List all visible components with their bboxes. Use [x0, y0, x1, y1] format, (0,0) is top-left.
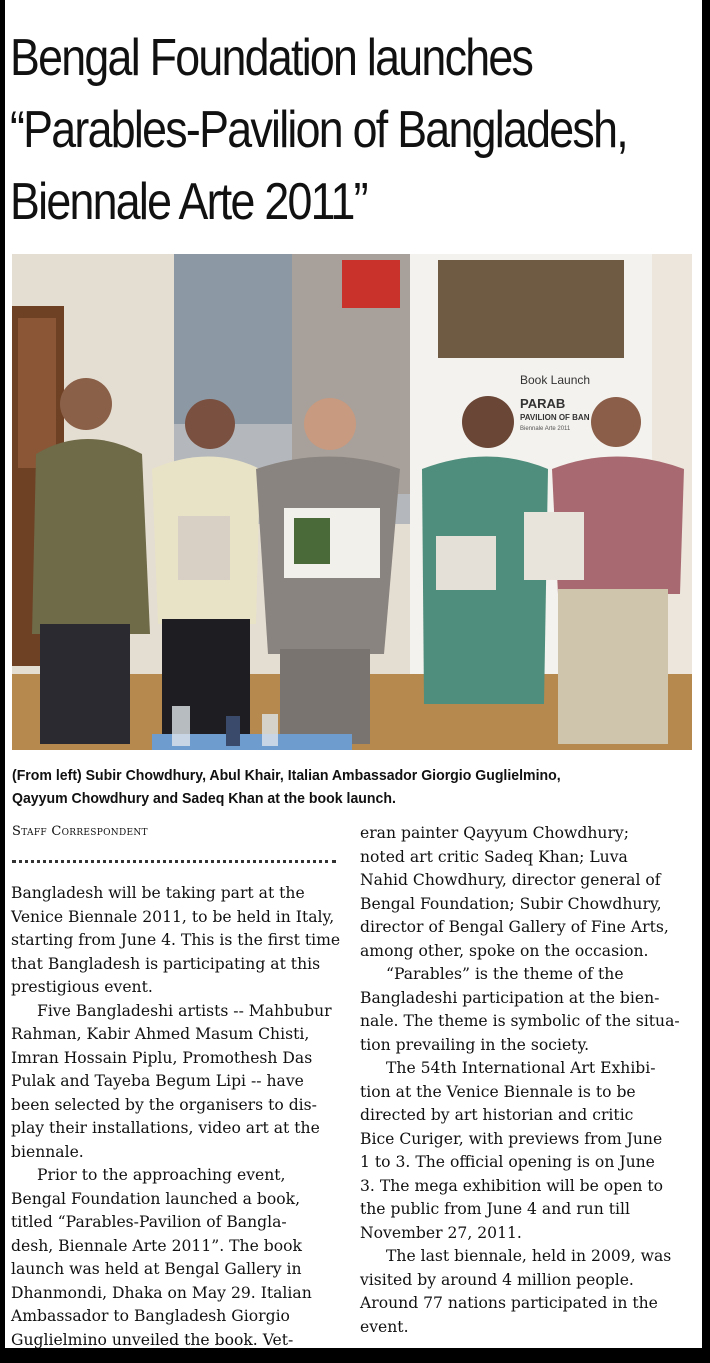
text-line: starting from June 4. This is the first time	[11, 931, 341, 949]
text-line: desh, Biennale Arte 2011”. The book	[11, 1236, 302, 1255]
banner-heading: Book Launch	[520, 373, 591, 387]
text-line: been selected by the organisers to dis-	[11, 1095, 317, 1114]
book-launch-photo	[12, 254, 692, 750]
text-line: Rahman, Kabir Ahmed Masum Chisti,	[11, 1025, 310, 1043]
text-line: prestigious event.	[11, 978, 153, 996]
text-line: Bice Curiger, with previews from June	[360, 1129, 663, 1148]
text-line: event.	[360, 1317, 409, 1336]
text-line: Prior to the approaching event,	[37, 1166, 286, 1184]
text-line: director of Bengal Gallery of Fine Arts,	[360, 918, 669, 936]
text-line: The last biennale, held in 2009, was	[386, 1247, 672, 1265]
newspaper-clipping	[5, 0, 702, 1348]
text-line: launch was held at Bengal Gallery in	[11, 1260, 302, 1278]
text-line: Bengal Foundation launched a book,	[11, 1189, 301, 1208]
headline	[10, 22, 627, 238]
text-line: November 27, 2011.	[360, 1223, 522, 1242]
text-line: eran painter Qayyum Chowdhury;	[360, 824, 629, 842]
text-line: Imran Hossain Piplu, Promothesh Das	[11, 1048, 313, 1067]
headline-line: “Parables-Pavilion of Bangladesh,	[10, 101, 627, 159]
text-line: Venice Biennale 2011, to be held in Italy,	[11, 907, 335, 926]
text-line: “Parables” is the theme of the	[386, 965, 624, 983]
text-line: nale. The theme is symbolic of the situa-	[360, 1012, 680, 1030]
text-line: tion prevailing in the society.	[360, 1035, 590, 1054]
text-line: 3. The mega exhibition will be open to	[360, 1176, 664, 1195]
text-line: Bengal Foundation; Subir Chowdhury,	[360, 894, 662, 913]
text-line: the public from June 4 and run till	[360, 1200, 630, 1218]
text-line: titled “Parables-Pavilion of Bangla-	[11, 1213, 287, 1231]
text-line: tion at the Venice Biennale is to be	[360, 1082, 636, 1101]
text-line: Nahid Chowdhury, director general of	[360, 871, 661, 889]
banner-subtitle: PAVILION OF BAN	[520, 413, 590, 422]
photo-caption	[12, 764, 661, 810]
paragraph	[11, 882, 341, 1348]
text-line: Dhanmondi, Dhaka on May 29. Italian	[11, 1283, 312, 1302]
text-line: Five Bangladeshi artists -- Mahbubur	[37, 1001, 332, 1020]
text-line: among other, spoke on the occasion.	[360, 941, 649, 960]
headline-line: Biennale Arte 2011”	[10, 173, 367, 231]
text-line: Bangladeshi participation at the bien-	[360, 988, 660, 1007]
caption-line: (From left) Subir Chowdhury, Abul Khair, Italian Ambassador Giorgio Guglielmino,	[12, 767, 561, 784]
text-line: The 54th International Art Exhibi-	[386, 1059, 656, 1077]
byline: Staff Correspondent	[12, 824, 148, 839]
text-line: Pulak and Tayeba Begum Lipi -- have	[11, 1072, 304, 1090]
article-column-1	[11, 882, 341, 1348]
text-line: biennale.	[11, 1142, 84, 1161]
headline-line: Bengal Foundation launches	[10, 29, 533, 87]
paragraph	[360, 822, 690, 1339]
text-line: Bangladesh will be taking part at the	[11, 884, 305, 902]
text-line: visited by around 4 million people.	[360, 1270, 634, 1289]
article-column-2	[360, 822, 690, 1339]
photo-illustration	[12, 254, 692, 750]
text-line: directed by art historian and critic	[360, 1106, 634, 1124]
caption-line: Qayyum Chowdhury and Sadeq Khan at the book launch.	[12, 790, 396, 807]
text-line: noted art critic Sadeq Khan; Luva	[360, 847, 628, 866]
text-line: Guglielmino unveiled the book. Vet-	[11, 1330, 294, 1348]
text-line: Around 77 nations participated in the	[360, 1294, 658, 1312]
banner-title: PARAB	[520, 396, 566, 411]
dotted-divider	[12, 860, 336, 863]
banner-subtitle2: Biennale Arte 2011	[520, 426, 571, 432]
text-line: that Bangladesh is participating at this	[11, 954, 321, 973]
text-line: play their installations, video art at the	[11, 1119, 320, 1137]
text-line: 1 to 3. The official opening is on June	[360, 1153, 655, 1171]
text-line: Ambassador to Bangladesh Giorgio	[11, 1307, 290, 1325]
